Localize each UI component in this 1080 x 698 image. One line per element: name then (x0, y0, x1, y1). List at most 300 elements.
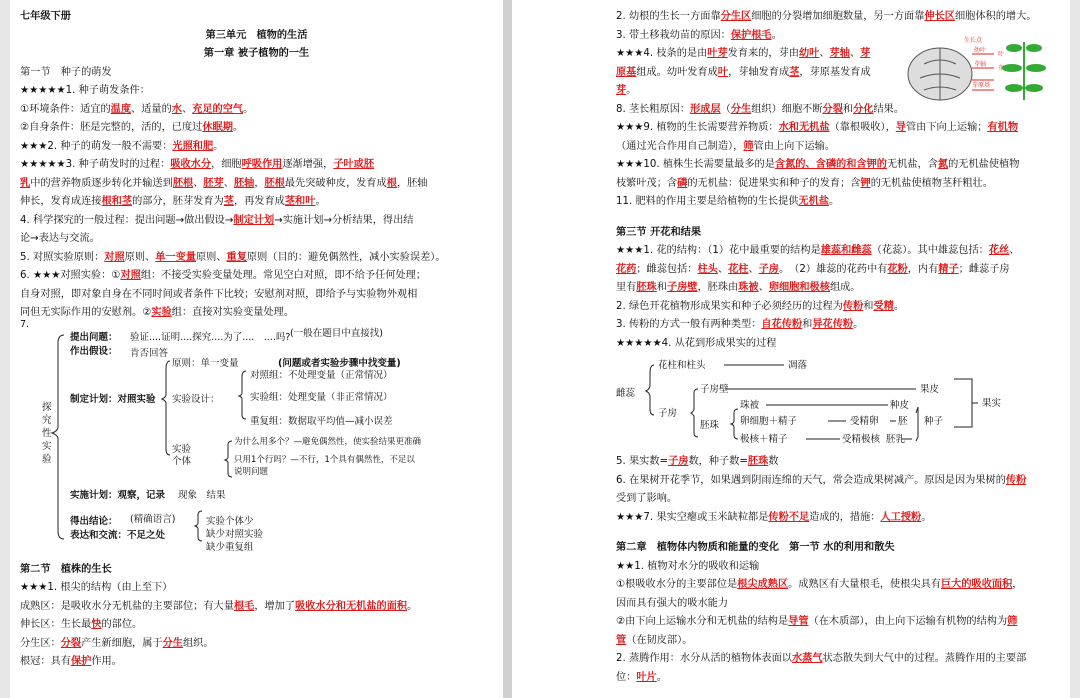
answer-highlight: 原基 (616, 66, 637, 78)
line-text: 自身对照，即对象自身在不同时间或者条件下比较；安慰剂对照，即给予与实验物外观相 (20, 288, 418, 300)
text-line (616, 490, 1056, 509)
line-text: 11. 肥料的作用主要是给植物的生长提供 (616, 196, 799, 207)
answer-highlight: 导 (895, 122, 906, 133)
line-text: →实施计划→分析结果，得出结 (274, 214, 414, 226)
line-text: 5. 对照实验原则： (20, 251, 105, 263)
individual-reason-1: 为什么用多个？—避免偶然性，使实验结果更准确 (234, 436, 422, 447)
line-text: 6. ★★★对照实验：① (20, 270, 121, 281)
text-block (20, 82, 493, 323)
individual-reason-2: 只用1个行吗？—不行，1个具有偶然性，不足以 (234, 454, 415, 465)
document-page-right (512, 0, 1070, 698)
line-text: 组：不接受实验变量处理。常见空白对照，即不给予任何处理； (140, 270, 427, 281)
line-text: 枝繁叶茂；含 (616, 177, 678, 189)
answer-highlight: 含氮的、含磷的和含钾的 (774, 159, 887, 170)
text-line (616, 316, 1056, 335)
line-text: 逐渐增强， (282, 159, 334, 170)
line-text: 和 (863, 300, 874, 312)
text-line (20, 304, 493, 323)
line-text: 成熟区：是吸收水分无机盐的主要部位；有大量 (20, 600, 234, 612)
line-text: 产生新细胞，属于 (81, 637, 163, 649)
document-header: 七年级下册 (20, 11, 71, 22)
line-text: 、 (193, 177, 204, 189)
text-line (616, 156, 1056, 175)
line-text: 的无机盐使植物茎秆粗壮。 (870, 177, 993, 189)
text-line (20, 82, 493, 101)
line-text: ，芽原基发育成 (799, 66, 871, 78)
line-text: 原则、 (124, 251, 156, 263)
line-text: 同但无实际作用的安慰剂。② (20, 307, 152, 318)
line-text: 。 (232, 122, 244, 133)
polar-sperm-label: 极核＋精子 (740, 434, 788, 445)
shortcoming-1: 实验个体少 (206, 515, 254, 527)
answer-highlight: 制定计划 (233, 214, 275, 226)
line-text: 3. 传粉的方式一般有两种类型： (616, 319, 762, 330)
line-text: ★★★4. 枝条的是由 (616, 48, 708, 59)
answer-highlight: 单一变量 (155, 251, 196, 263)
line-text: （花蕊）。其中雄蕊包括： (871, 245, 989, 256)
step-express: 表达和交流：不足之处 (70, 529, 166, 541)
answer-highlight: 叶芽 (707, 48, 728, 59)
line-text: 。 (243, 103, 254, 115)
pistil-label: 雌蕊 (616, 388, 636, 399)
section-title: 第二节 植株的生长 (20, 563, 112, 575)
line-text: 作用。 (91, 656, 122, 667)
step-conclusion: 得出结论： (70, 515, 118, 527)
line-text: ★★★★★4. 从花到形成果实的过程 (616, 337, 777, 349)
plant-label: 芽 (998, 65, 1005, 72)
answer-highlight: 实验 (151, 307, 172, 318)
text-line (20, 653, 493, 672)
answer-highlight: 胚芽 (203, 177, 224, 189)
line-text: ★★★10. 植株生长需要量最多的是 (616, 159, 775, 170)
shortcoming-2: 缺少对照实验 (206, 528, 264, 540)
plan-principle: 原则：单一变量 (172, 357, 239, 369)
line-text: 8. 茎长粗原因： (616, 103, 691, 115)
line-text: 组成。幼叶发育成 (636, 66, 718, 78)
line-text: 。 (893, 300, 905, 312)
answer-highlight: 保护 (70, 656, 92, 667)
text-block (616, 558, 1056, 688)
line-text: 。成熟区有大量根毛，使根尖具有 (788, 579, 941, 590)
text-line (616, 669, 1056, 688)
text-line (20, 212, 493, 231)
answer-highlight: 根和茎 (101, 196, 133, 207)
answer-highlight: 快 (91, 619, 102, 630)
unit-title: 第三单元 植物的生活 (205, 29, 308, 41)
shortcoming-3: 缺少重复组 (206, 541, 254, 553)
text-line (616, 138, 1056, 157)
answer-highlight: 磷 (677, 177, 688, 189)
line-text: 的无机盐使植物 (948, 159, 1020, 170)
answer-highlight: 子叶或胚 (333, 159, 375, 170)
line-text: 。 (315, 196, 326, 207)
line-text: ★★★★★1. 种子萌发条件： (20, 85, 150, 96)
answer-highlight: 芽轴 (829, 48, 850, 59)
answer-highlight: 柱头 (697, 263, 718, 275)
line-text: 、 (748, 263, 759, 275)
text-line (20, 230, 493, 249)
line-text: 4. 科学探究的一般过程：提出问题→做出假设→ (20, 214, 234, 226)
line-text: 、 (181, 103, 193, 115)
line-text: 。 (213, 140, 224, 152)
line-text: 6. 在果树开花季节，如果遇到阴雨连绵的天气，常会造成果树减产。原因是因为果树的 (616, 474, 1006, 486)
section-title: 第一节 种子的萌发 (20, 66, 112, 78)
line-text: 中的营养物质逐步转化并输送到 (30, 177, 173, 189)
answer-highlight: 筛 (743, 140, 754, 152)
inquiry-diagram (20, 318, 493, 553)
answer-highlight: 叶 (717, 66, 729, 78)
answer-highlight: 氮 (937, 159, 949, 170)
line-text: 根冠：具有 (20, 656, 71, 667)
answer-highlight: 花柱 (728, 263, 749, 275)
text-line (616, 453, 1056, 472)
line-text: ★★★9. 植物的生长需要营养物质： (616, 122, 779, 133)
text-line (616, 632, 1056, 651)
text-line (616, 613, 1056, 632)
answer-highlight: 雄蕊和雌蕊 (820, 245, 872, 256)
egg-sperm-label: 卵细胞＋精子 (740, 416, 798, 427)
line-text: ①根吸收水分的主要部位是 (616, 579, 738, 590)
plant-label: 叶 (998, 51, 1005, 58)
line-text: 受到了影响。 (616, 493, 678, 504)
chapter-title: 第一章 被子植物的一生 (203, 48, 310, 59)
line-text: 5. 果实数= (616, 456, 669, 467)
answer-highlight: 筛 (1007, 616, 1018, 627)
step-implement-desc: 现象 结果 (178, 489, 226, 501)
line-text: 、 (223, 177, 234, 189)
answer-highlight: 充足的空气 (192, 103, 244, 115)
answer-highlight: 对照 (104, 251, 125, 263)
line-text: 。 (771, 29, 782, 41)
line-text: （通过光合作用自己制造）， (616, 140, 744, 152)
line-text: ★★★2. 种子的萌发一般不需要： (20, 140, 173, 152)
answer-highlight: 胚轴 (233, 177, 255, 189)
answer-highlight: 形成层 (690, 103, 721, 115)
line-text: 最先突破种皮，发育成 (284, 177, 387, 189)
line-text: 和 (656, 282, 667, 293)
line-text: 2. 绿色开花植物形成果实和种子必须经历的过程为 (616, 300, 843, 312)
answer-highlight: 根尖成熟区 (737, 579, 789, 590)
answer-highlight: 卵细胞和极核 (768, 282, 830, 293)
answer-highlight: 分生 (730, 103, 752, 115)
text-block (616, 453, 1056, 527)
item-number: 7. (20, 318, 30, 330)
integument-label: 珠被 (740, 400, 760, 411)
plan-design: 实验设计： (172, 393, 220, 405)
zygote-label: 受精卵 (850, 416, 879, 427)
text-block (20, 579, 493, 672)
text-line (616, 576, 1056, 595)
line-text: ；雌蕊子房 (958, 263, 1010, 275)
answer-highlight: 异花传粉 (812, 319, 854, 330)
answer-highlight: 分裂 (60, 637, 82, 649)
text-line (20, 119, 493, 138)
answer-highlight: 水和无机盐 (778, 122, 830, 133)
answer-highlight: 花丝 (988, 245, 1010, 256)
line-text: 组织）细胞不断 (751, 103, 823, 115)
answer-highlight: 分化 (853, 103, 874, 115)
line-text: 、 (1009, 245, 1020, 256)
answer-highlight: 钾 (860, 177, 871, 189)
section-title: 第二章 植物体内物质和能量的变化 第一节 水的利用和散失 (616, 542, 895, 553)
line-text: ，芽轴发育成 (728, 66, 790, 78)
line-text: 组织。 (183, 637, 214, 649)
answer-highlight: 芽 (860, 48, 871, 59)
text-line (616, 472, 1056, 491)
step-hypothesis: 作出假设： (70, 345, 118, 357)
line-text: 。 (921, 511, 932, 523)
line-text: 2. 蒸腾作用：水分从活的植物体表面以 (616, 653, 792, 664)
line-text: ，胚轴 (396, 177, 428, 189)
plant-label: 幼叶 (974, 47, 987, 54)
line-text: ，再发育成 (233, 196, 285, 207)
control-group: 对照组：不处理变量（正常情况） (250, 369, 393, 381)
answer-highlight: 子房 (668, 456, 689, 467)
text-line (616, 193, 1056, 212)
answer-highlight: 子房 (758, 263, 779, 275)
line-text: 结果。 (873, 103, 905, 115)
line-text: 造成的，措施： (809, 511, 881, 523)
individual-label-2: 个体 (172, 455, 192, 467)
text-line (20, 156, 493, 175)
line-text: 、 (758, 282, 769, 293)
text-line (616, 175, 1056, 194)
text-line (616, 101, 1056, 120)
answer-highlight: 茎 (789, 66, 800, 78)
step-ask: 提出问题： (70, 331, 118, 343)
answer-highlight: 伸长区 (924, 11, 955, 22)
line-text: （靠根吸收）， (829, 122, 896, 133)
line-text: 的部分，胚芽发育为 (132, 196, 224, 207)
line-text: 。 (407, 600, 418, 612)
text-line (20, 286, 493, 305)
answer-highlight: 光照和肥 (172, 140, 214, 152)
text-line (616, 558, 1056, 577)
answer-highlight: 花粉 (887, 263, 908, 275)
line-text: ， (254, 177, 265, 189)
experiment-group: 实验组：处理变量（非正常情况） (250, 391, 393, 403)
line-text: ，胚珠由 (697, 282, 739, 293)
line-text: 状态散失到大气中的过程。蒸腾作用的主要部 (822, 653, 1027, 664)
step-implement: 实施计划：观察，记录 (70, 489, 166, 501)
text-line (616, 509, 1056, 528)
answer-highlight: 子房壁 (666, 282, 698, 293)
line-text: 原则（目的：避免偶然性，减小实验误差）。 (246, 251, 446, 263)
text-line (20, 138, 493, 157)
page-gutter (503, 0, 512, 698)
repeat-group: 重复组：数据取平均值—减小误差 (250, 415, 393, 427)
answer-highlight: 对照 (120, 270, 141, 281)
individual-label: 实验 (172, 443, 192, 455)
text-line (20, 175, 493, 194)
answer-highlight: 水 (171, 103, 182, 115)
text-line (616, 595, 1056, 614)
answer-highlight: 花药 (616, 263, 637, 275)
answer-highlight: 分生区 (720, 11, 752, 22)
ovary-wall-label: 子房壁 (700, 384, 729, 395)
answer-highlight: 乳 (20, 177, 31, 189)
answer-highlight: 传粉 (1005, 474, 1027, 486)
line-text: 。 （2）雄蕊的花药中有 (779, 263, 888, 275)
line-text: 、适量的 (131, 103, 172, 115)
step-hypothesis-desc: 肯否回答 (130, 347, 169, 359)
step-ask-desc: 验证....证明....探究....为了.... ....吗? (130, 331, 291, 343)
answer-highlight: 休眠期 (202, 122, 233, 133)
answer-highlight: 茎 (223, 196, 234, 207)
answer-highlight: 茎和叶 (284, 196, 316, 207)
plant-label: 芽原基 (972, 82, 991, 89)
line-text: 伸长，发育成连接 (20, 196, 102, 207)
ovary-label: 子房 (658, 408, 678, 419)
step-ask-note: (一般在题目中直接找) (290, 327, 383, 339)
line-text: 的部位。 (101, 619, 143, 630)
style-stigma-label: 花柱和柱头 (658, 360, 706, 371)
text-block (616, 242, 1056, 353)
line-text: 和 (802, 319, 813, 330)
line-text: （在韧皮部）。 (626, 634, 693, 646)
line-text: 管由上向下运输。 (753, 140, 836, 152)
fruit-label: 果实 (982, 398, 1002, 409)
line-text: 发育来的，芽由 (727, 48, 799, 59)
line-text: （在木质部），由上向下运输有机物的结构为 (808, 616, 1008, 627)
answer-highlight: 吸收水分和无机盐的面积 (295, 600, 408, 612)
answer-highlight: 受精 (873, 300, 894, 312)
line-text: 细胞体积的增大。 (954, 11, 1037, 22)
answer-highlight: 自花传粉 (761, 319, 803, 330)
plant-label: 生长点 (964, 37, 983, 44)
line-text: 细胞的分裂增加细胞数量，另一方面靠 (751, 11, 925, 22)
answer-highlight: 无机盐 (798, 196, 830, 207)
answer-highlight: 胚珠 (747, 456, 769, 467)
answer-highlight: 幼叶 (798, 48, 820, 59)
answer-highlight: 导管 (788, 616, 809, 627)
text-line (616, 119, 1056, 138)
inquiry-vertical-label: 探究性实验 (42, 401, 52, 465)
text-line (616, 279, 1056, 298)
embryo-label: 胚 (898, 416, 908, 427)
answer-highlight: 精子 (938, 263, 959, 275)
answer-highlight: 温度 (110, 103, 132, 115)
answer-highlight: 分生 (162, 637, 183, 649)
line-text: ①环境条件：适宜的 (20, 103, 111, 115)
line-text: ，内有 (907, 263, 939, 275)
text-line (616, 335, 1056, 354)
line-text: （ (720, 103, 731, 115)
step-conclusion-note: (精确语言) (130, 513, 176, 525)
individual-reason-3: 说明问题 (234, 466, 269, 477)
line-text: 因而具有强大的吸水能力 (616, 597, 729, 609)
answer-highlight: 巨大的吸收面积 (940, 579, 1013, 590)
line-text: 数 (768, 456, 779, 467)
wither-label: 凋落 (788, 360, 808, 371)
line-text: 组成。 (829, 282, 861, 293)
answer-highlight: 水蒸气 (791, 653, 823, 664)
section-title: 第三节 开花和结果 (616, 226, 702, 238)
fertilized-polar-label: 受精极核 (842, 434, 881, 445)
line-text: ，增加了 (254, 600, 296, 612)
text-line (616, 242, 1056, 261)
answer-highlight: 传粉不足 (768, 511, 810, 523)
plant-bud-illustration (902, 34, 1052, 102)
line-text: ★★★7. 果实空瘪或玉米缺粒都是 (616, 511, 769, 523)
fruit-formation-diagram (616, 353, 1056, 453)
line-text: 、 (849, 48, 861, 59)
answer-highlight: 人工授粉 (880, 511, 922, 523)
line-text: 论→表达与交流。 (20, 233, 100, 244)
answer-highlight: 分裂 (822, 103, 843, 115)
line-text: 3. 带土移栽幼苗的原因： (616, 29, 731, 41)
text-line (20, 193, 493, 212)
line-text: 。 (626, 85, 637, 96)
answer-highlight: 吸收水分 (170, 159, 212, 170)
line-text: ★★★1. 花的结构：（1）花中最重要的结构是 (616, 245, 821, 256)
text-line (20, 267, 493, 286)
line-text: ②自身条件：胚是完整的，活的，已度过 (20, 122, 203, 133)
line-text: 。 (853, 319, 864, 330)
seed-coat-label: 种皮 (890, 400, 910, 411)
seed-label: 种子 (924, 416, 944, 427)
line-text: 和 (842, 103, 854, 115)
line-text: 分生区： (20, 637, 61, 649)
answer-highlight: 呼吸作用 (241, 159, 283, 170)
line-text: 数，种子数= (688, 456, 748, 467)
text-line (20, 579, 493, 598)
line-text: 里有 (616, 282, 637, 293)
line-text: 管由下向上运输； (905, 122, 988, 133)
text-line (20, 249, 493, 268)
line-text: ★★★★★3. 种子萌发时的过程： (20, 159, 171, 170)
answer-highlight: 叶片 (636, 671, 657, 683)
line-text: 2. 幼根的生长一方面靠 (616, 11, 721, 22)
endosperm-label: 胚乳 (886, 434, 906, 445)
answer-highlight: 保护根毛 (730, 29, 772, 41)
line-text: 、 (819, 48, 830, 59)
text-line (20, 598, 493, 617)
line-text: 无机盐，含 (886, 159, 938, 170)
answer-highlight: 胚根 (264, 177, 285, 189)
answer-highlight: 胚珠 (636, 282, 657, 293)
answer-highlight: 胚根 (172, 177, 194, 189)
pericarp-label: 果皮 (920, 384, 940, 395)
line-text: ★★★1. 根尖的结构（由上至下） (20, 582, 173, 593)
text-line (20, 101, 493, 120)
plan-principle-note: (问题或者实验步骤中找变量) (278, 357, 401, 369)
answer-highlight: 根 (386, 177, 397, 189)
line-text: ， (1012, 579, 1023, 590)
text-line (616, 261, 1056, 280)
answer-highlight: 根毛 (233, 600, 255, 612)
line-text: 位： (616, 671, 637, 683)
line-text: 的无机盐：促进果实和种子的发育；含 (687, 177, 861, 189)
plant-label: 芽轴 (974, 61, 987, 68)
text-line (616, 8, 1056, 27)
line-text: 。 (829, 196, 840, 207)
answer-highlight: 管 (616, 634, 627, 646)
line-text: 伸长区：生长最 (20, 619, 92, 630)
document-page-left (10, 0, 503, 698)
line-text: ，细胞 (211, 159, 242, 170)
step-plan: 制定计划：对照实验 (70, 393, 156, 405)
line-text: 。 (656, 671, 667, 683)
line-text: ★★1. 植物对水分的吸收和运输 (616, 560, 760, 572)
answer-highlight: 传粉 (842, 300, 864, 312)
text-line (616, 298, 1056, 317)
text-line (616, 650, 1056, 669)
answer-highlight: 重复 (226, 251, 247, 263)
line-text: 组：直接对实验变量处理。 (171, 307, 295, 318)
text-line (20, 635, 493, 654)
line-text: 原则、 (195, 251, 227, 263)
